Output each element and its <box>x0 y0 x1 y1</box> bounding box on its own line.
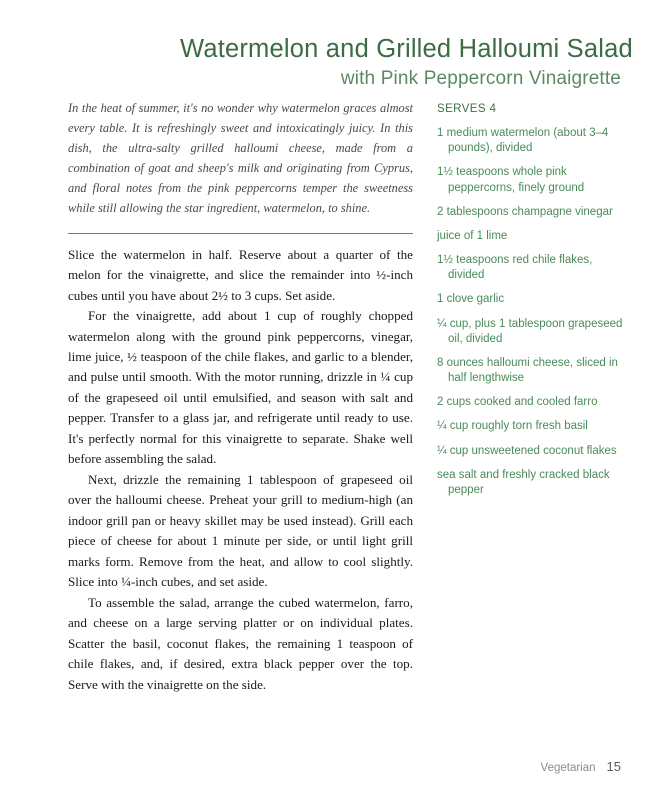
ingredient-item: 2 cups cooked and cooled farro <box>437 396 598 409</box>
recipe-step: Next, drizzle the remaining 1 tablespoon of grapeseed oil over the halloumi cheese. Preheat your grill to medium-high (an indoor grill pan or heavy skillet may be used instead). Grill each piece of cheese for about 1 minute per side, or until light grill marks form. Remove from the heat, and allow to cool slightly. Slice into ¼-inch cubes, and set aside. <box>68 471 413 590</box>
ingredient-item: 1 clove garlic <box>437 293 505 306</box>
ingredient-item: sea salt and freshly cracked black pepper <box>437 468 610 496</box>
recipe-steps <box>68 245 413 696</box>
page-title: Watermelon and Grilled Halloumi Salad <box>180 35 633 63</box>
ingredient-item: 1½ teaspoons red chile flakes, divided <box>437 254 593 282</box>
ingredients-list <box>437 126 623 498</box>
page-subtitle: with Pink Peppercorn Vinaigrette <box>340 67 621 89</box>
recipe-step: For the vinaigrette, add about 1 cup of roughly chopped watermelon along with the ground pink peppercorns, vinegar, lime juice, ½ teaspoon of the chile flakes, and garlic to a blender, and pulse until smooth. With the motor running, drizzle in ¼ cup of the grapeseed oil until emulsified, and season with salt and pepper. Transfer to a glass jar, and refrigerate until ready to use. It's perfectly normal for this vinaigrette to separate. Shake well before assembling the salad. <box>68 308 413 467</box>
serves-label: SERVES 4 <box>437 102 497 115</box>
recipe-step: To assemble the salad, arrange the cubed watermelon, farro, and cheese on a large serving platter or on individual plates. Scatter the basil, coconut flakes, the remaining 1 teaspoon of chile flakes, and, if desired, extra black pepper over the top. Serve with the vinaigrette on the side. <box>68 594 413 692</box>
page-number: 15 <box>606 759 621 774</box>
recipe-step: Slice the watermelon in half. Reserve about a quarter of the melon for the vinaigrette, and slice the remainder into ½-inch cubes until you have about 2½ to 3 cups. Set aside. <box>68 246 413 303</box>
ingredient-item: ¼ cup roughly torn fresh basil <box>437 420 588 433</box>
footer-section-label: Vegetarian <box>540 762 596 774</box>
ingredients-column <box>437 102 623 507</box>
ingredient-item: 2 tablespoons champagne vinegar <box>437 205 613 218</box>
ingredient-item: 1 medium watermelon (about 3–4 pounds), divided <box>437 127 609 155</box>
page-footer <box>541 759 621 774</box>
ingredient-item: ¼ cup unsweetened coconut flakes <box>437 444 617 457</box>
section-divider <box>68 233 413 234</box>
ingredient-item: 1½ teaspoons whole pink peppercorns, finely ground <box>437 166 585 194</box>
ingredient-item: ¼ cup, plus 1 tablespoon grapeseed oil, divided <box>437 317 623 345</box>
ingredient-item: 8 ounces halloumi cheese, sliced in half lengthwise <box>437 356 618 385</box>
recipe-body-column <box>68 98 413 695</box>
recipe-title-block <box>180 35 633 90</box>
recipe-intro-text: In the heat of summer, it's no wonder why watermelon graces almost every table. It is refreshingly sweet and intoxicatingly juicy. In this dish, the ultra-salty grilled halloumi cheese, made from a combination of goat and sheep's milk and originating from Cyprus, and floral notes from the pink peppercorns temper the sweetness while still allowing the star ingredient, watermelon, to shine. <box>68 101 413 216</box>
ingredient-item: juice of 1 lime <box>437 229 508 242</box>
